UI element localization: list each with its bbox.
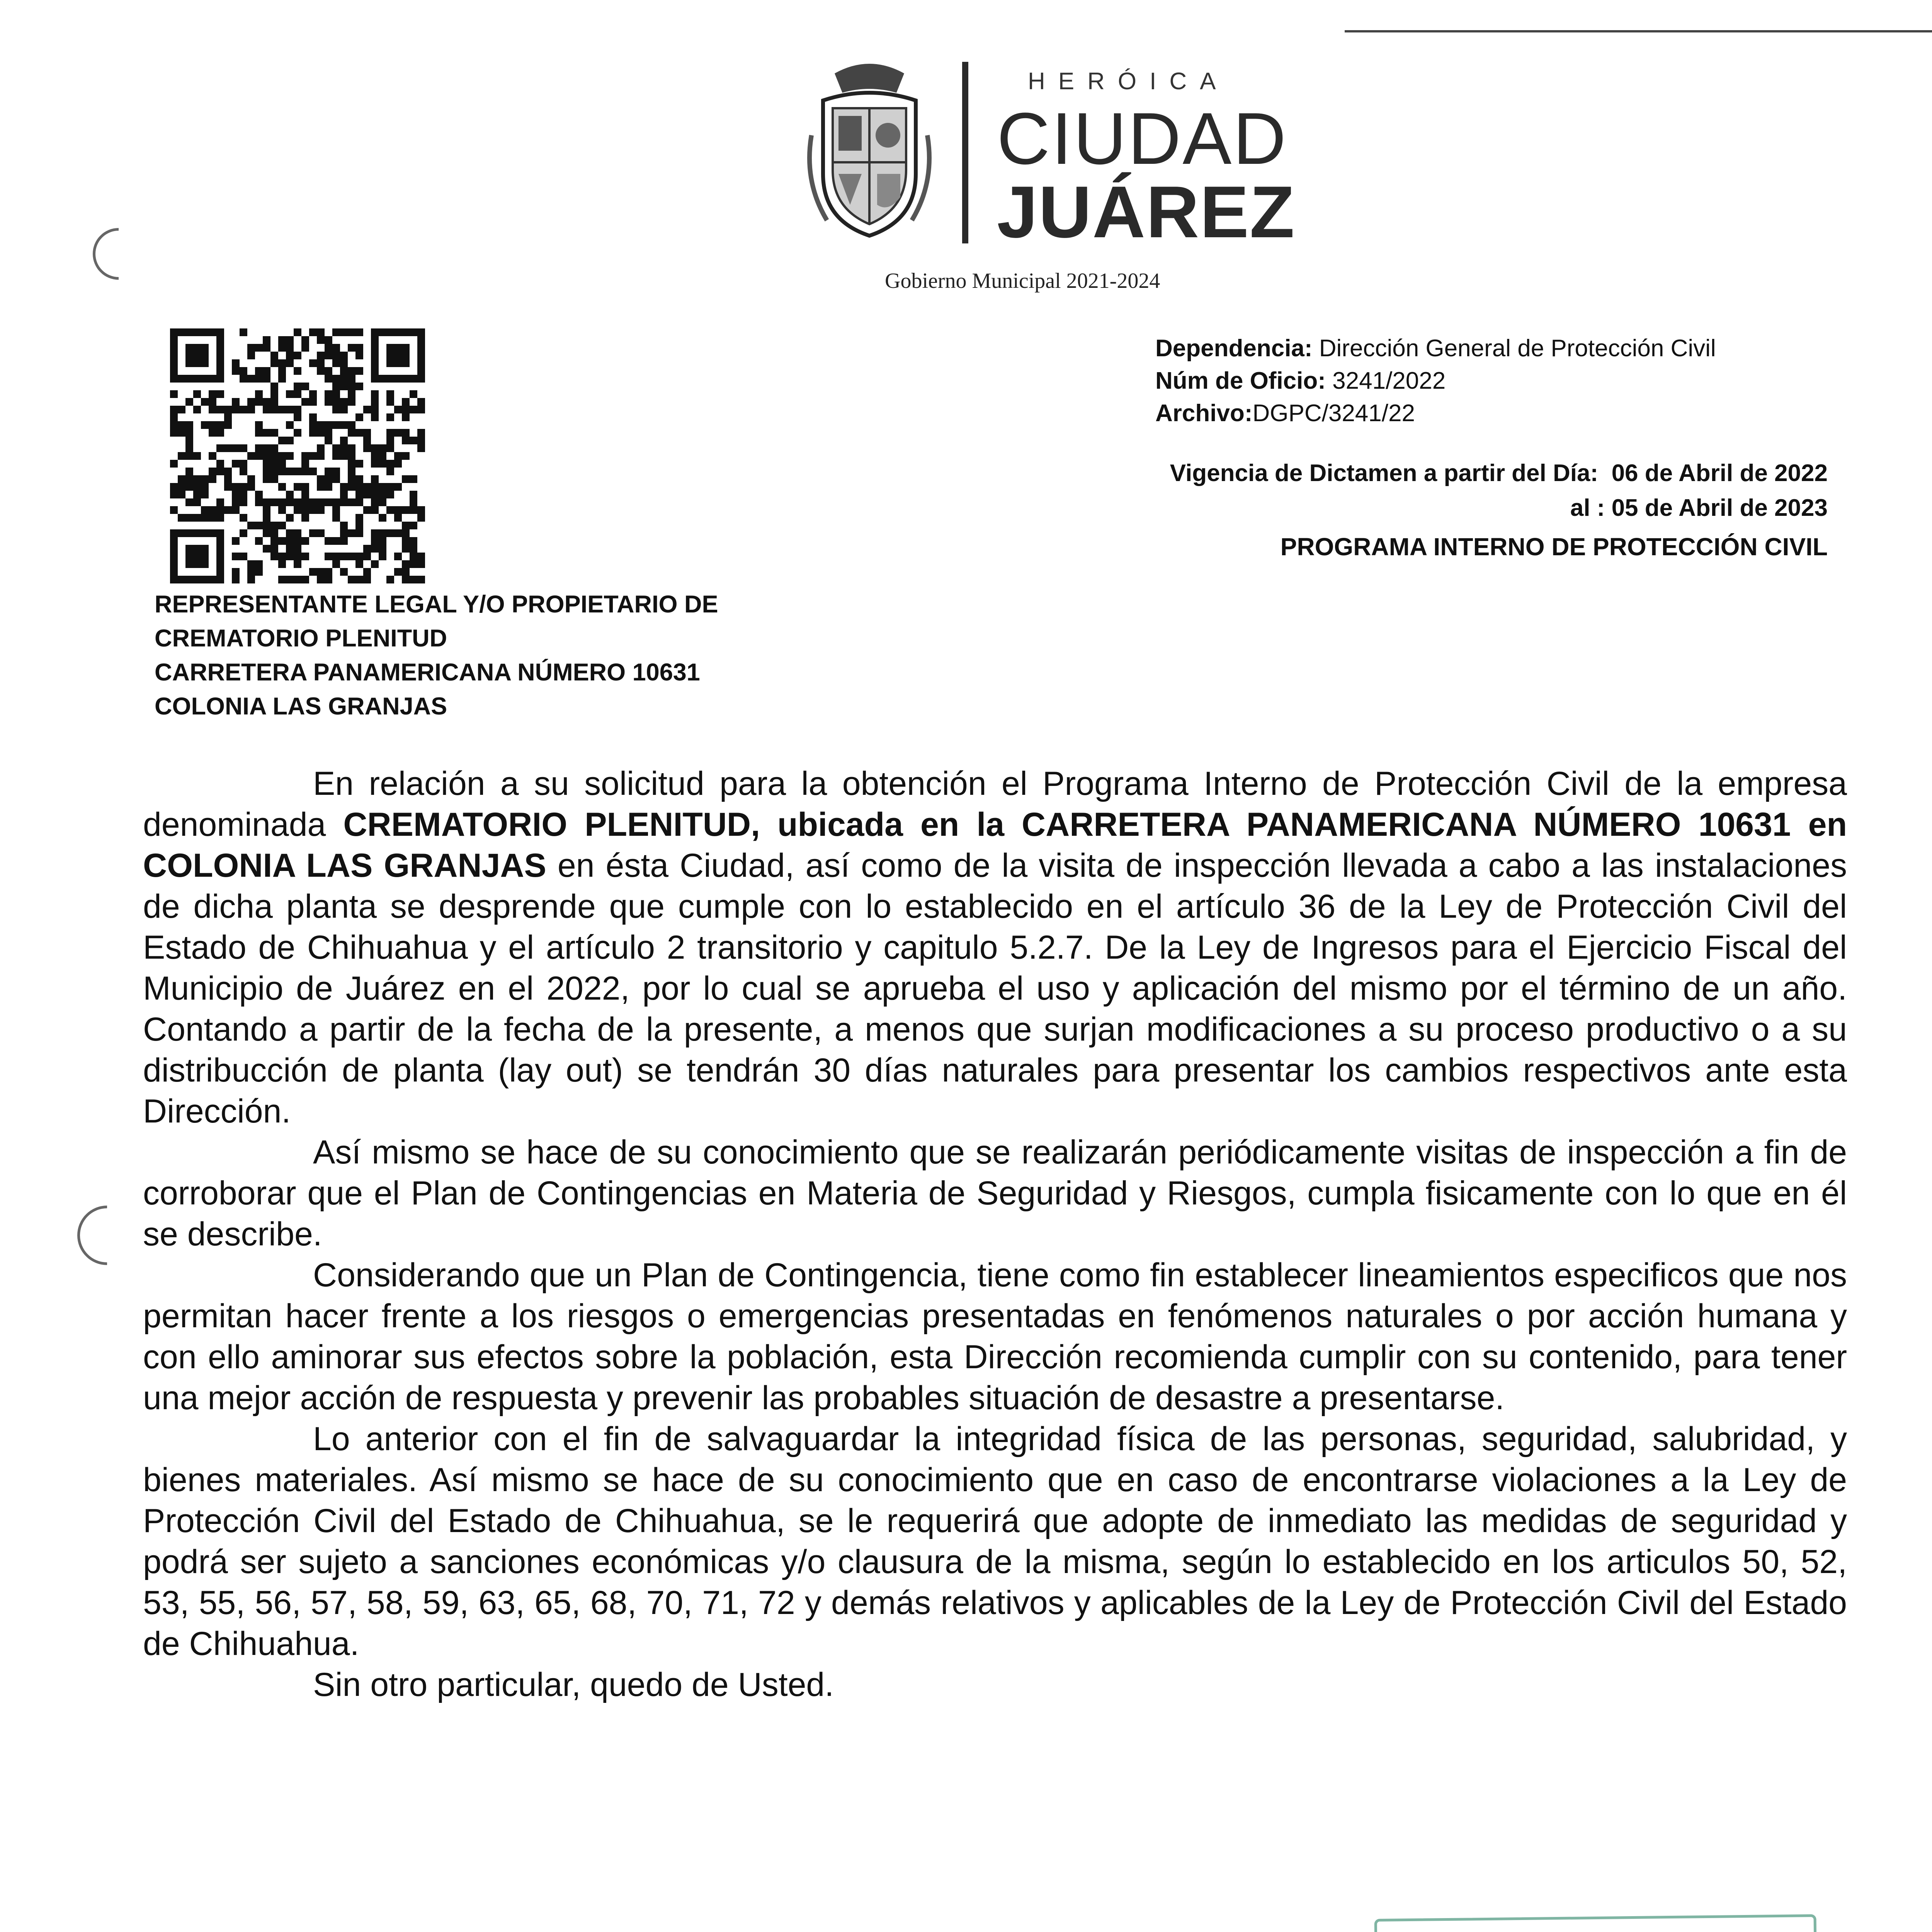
body-text: En relación a su solicitud para la obtención el Programa Interno de Protección Civil de la empresa denominada <box>143 765 1847 843</box>
dependencia-row <box>1155 332 1716 365</box>
vigencia-to-row <box>1024 491 1828 526</box>
oficio-value: 3241/2022 <box>1332 367 1446 394</box>
recipient-line: CREMATORIO PLENITUD <box>155 625 447 652</box>
body-paragraph-5: Sin otro particular, quedo de Usted. <box>313 1666 834 1703</box>
recipient-line: CARRETERA PANAMERICANA NÚMERO 10631 <box>155 659 700 686</box>
program-title: PROGRAMA INTERNO DE PROTECCIÓN CIVIL <box>1280 533 1828 561</box>
oficio-row <box>1155 365 1716 397</box>
recipient-block <box>155 587 718 723</box>
body-paragraph-4: Lo anterior con el fin de salvaguardar la integridad física de las personas, seguridad, salubridad, y bienes materiales. Así mismo se hace de su conocimiento que en caso de encontrarse violaciones a la Ley de Protección Civil del Estado de Chihuahua, se le requerirá que adopte de inmediato las medidas de seguridad y podrá ser sujeto a sanciones económicas y/o clausura de la misma, según lo establecido en los articulos 50, 52, 53, 55, 56, 57, 58, 59, 63, 65, 68, 70, 71, 72 y demás relativos y aplicables de la Ley de Protección Civil del Estado de Chihuahua. <box>143 1420 1847 1662</box>
vigencia-to: 05 de Abril de 2023 <box>1611 495 1828 521</box>
body-text: en ésta Ciudad, así como de la visita de inspección llevada a cabo a las instalaciones de dicha planta se desprende que cumple con lo establecido en el artículo 36 de la Ley de Protección Civil del Estado de Chihuahua y el artículo 2 transitorio y capitulo 5.2.7. De la Ley de Ingresos para el Ejercicio Fiscal del Municipio de Juárez en el 2022, por lo cual se aprueba el uso y aplicación del mismo por el término de un año. Contando a partir de la fecha de la presente, a menos que surjan modificaciones a su proceso productivo o a su distribucción de planta (lay out) se tendrán 30 días naturales para presentar los cambios respectivos ante esta Dirección. <box>143 847 1847 1130</box>
qr-code-icon <box>170 328 425 583</box>
header-divider <box>962 62 968 243</box>
oficio-label: Núm de Oficio: <box>1155 367 1326 394</box>
archivo-value: DGPC/3241/22 <box>1252 400 1415 427</box>
vigencia-to-label: al : <box>1570 495 1605 521</box>
recipient-line: REPRESENTANTE LEGAL Y/O PROPIETARIO DE <box>155 591 718 618</box>
body-paragraph-1 <box>143 763 1847 1132</box>
header-juarez: JUÁREZ <box>997 171 1296 253</box>
body-paragraph-2: Así mismo se hace de su conocimiento que se realizarán periódicamente visitas de inspección a fin de corroborar que el Plan de Contingencias en Materia de Seguridad y Riesgos, cumpla fisicamente con lo que en él se describe. <box>143 1134 1847 1253</box>
scan-top-rule <box>1345 30 1932 32</box>
body-paragraph-3: Considerando que un Plan de Contingencia, tiene como fin establecer lineamientos especificos que nos permitan hacer frente a los riesgos o emergencias presentadas en fenómenos naturales o por acción humana y con ello aminorar sus efectos sobre la población, esta Dirección recomienda cumplir con su contenido, para tener una mejor acción de respuesta y prevenir las probables situación de desastre a presentarse. <box>143 1257 1847 1417</box>
dependencia-value: Dirección General de Protección Civil <box>1319 335 1716 362</box>
vigencia-from: 06 de Abril de 2022 <box>1611 460 1828 486</box>
archivo-label: Archivo: <box>1155 400 1253 427</box>
body-bold-text: CREMATORIO PLENITUD, ubicada en la CARRETERA PANAMERICANA NÚMERO 10631 en COLONIA LAS GRANJAS <box>143 806 1847 884</box>
header-ciudad: CIUDAD <box>997 98 1288 180</box>
city-coat-of-arms-icon <box>800 58 939 240</box>
dependencia-label: Dependencia: <box>1155 335 1313 362</box>
document-meta <box>1155 332 1716 430</box>
archivo-row <box>1155 397 1716 430</box>
vigencia-from-row <box>1024 456 1828 491</box>
letter-body <box>143 763 1847 1705</box>
vigencia-block <box>1024 456 1828 526</box>
official-stamp <box>1374 1914 1819 1932</box>
vigencia-label: Vigencia de Dictamen a partir del Día: <box>1170 460 1599 486</box>
punch-hole-mark <box>65 1193 149 1277</box>
punch-hole-mark <box>82 217 155 291</box>
recipient-line: COLONIA LAS GRANJAS <box>155 693 447 720</box>
header-gobierno: Gobierno Municipal 2021-2024 <box>885 269 1160 293</box>
header-heroica: HERÓICA <box>1028 68 1229 95</box>
